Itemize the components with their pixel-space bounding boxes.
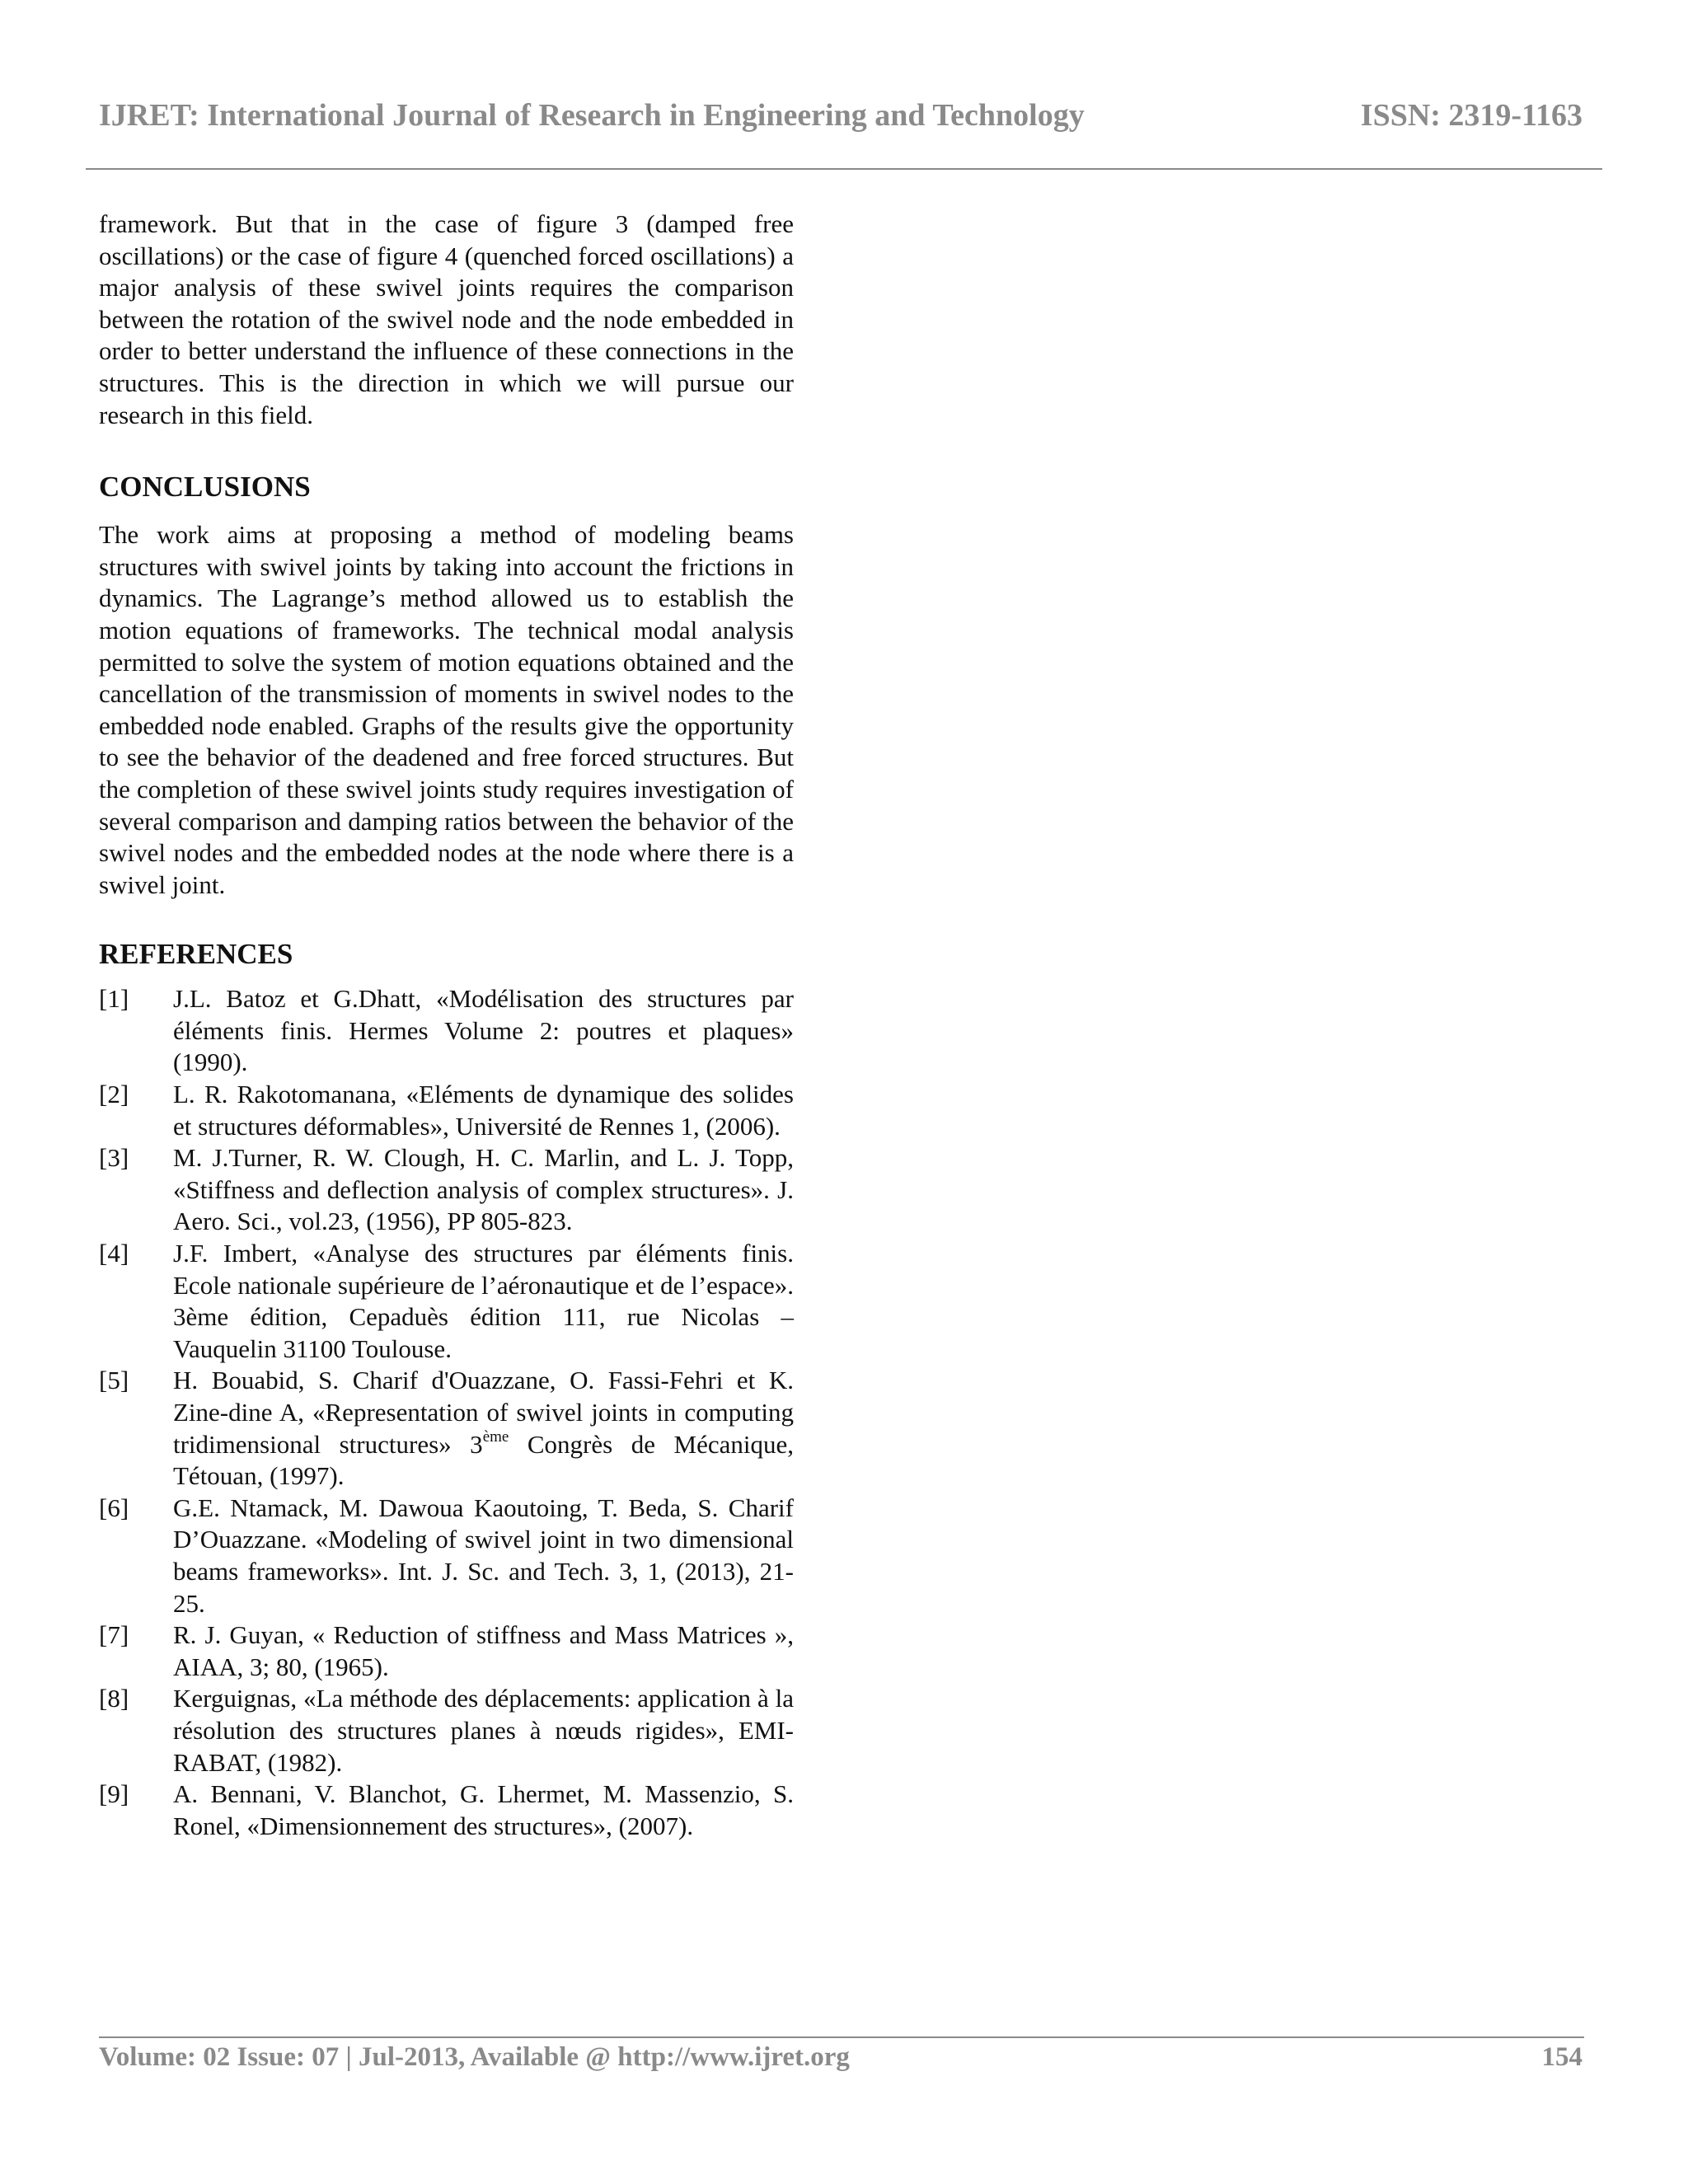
page-number: 154: [1541, 2042, 1582, 2072]
reference-number: [1]: [99, 984, 129, 1014]
reference-item: [99, 1683, 794, 1779]
intro-paragraph: framework. But that in the case of figure 3 (damped free oscillations) or the case of figure 4 (quenched forced oscillations) a major analysis of these swivel joints requires the comparison between the rotation of the swivel node and the node embedded in order to better understand the influence of these connections in the structures. This is the direction in which we will pursue our research in this field.: [99, 209, 794, 429]
reference-number: [6]: [99, 1493, 129, 1522]
reference-item: [99, 1079, 794, 1142]
reference-text: G.E. Ntamack, M. Dawoua Kaoutoing, T. Beda, S. Charif D’Ouazzane. «Modeling of swivel joint in two dimensional beams frameworks». Int. J. Sc. and Tech. 3, 1, (2013), 21-25.: [173, 1493, 794, 1618]
running-footer: [99, 2042, 1582, 2083]
reference-item: [99, 1365, 794, 1492]
reference-number: [8]: [99, 1684, 129, 1713]
reference-text-part: H. Bouabid, S. Charif d'Ouazzane, O. Fassi-Fehri et K. Zine-dine A, «Representation of swivel joints in computing tridimensional structures» 3: [173, 1366, 794, 1459]
reference-number: [9]: [99, 1779, 129, 1809]
left-column: [99, 209, 794, 1842]
reference-item: [99, 1142, 794, 1238]
reference-item: [99, 1619, 794, 1683]
reference-text: A. Bennani, V. Blanchot, G. Lhermet, M. Massenzio, S. Ronel, «Dimensionnement des structures», (2007).: [173, 1779, 794, 1840]
issn-label: ISSN: 2319-1163: [1360, 98, 1582, 133]
footer-divider: [99, 2036, 1584, 2038]
journal-title: IJRET: International Journal of Research in Engineering and Technology: [99, 98, 1085, 133]
reference-list: [99, 983, 794, 1842]
reference-text: J.F. Imbert, «Analyse des structures par éléments finis. Ecole nationale supérieure de l’aéronautique et de l’espace». 3ème édition, Cepaduès édition 111, rue Nicolas – Vauquelin 31100 Toulouse.: [173, 1239, 794, 1363]
reference-number: [4]: [99, 1239, 129, 1268]
reference-text: Kerguignas, «La méthode des déplacements: application à la résolution des structures planes à nœuds rigides», EMI-RABAT, (1982).: [173, 1684, 794, 1777]
reference-number: [2]: [99, 1080, 129, 1109]
reference-item: [99, 983, 794, 1079]
reference-item: [99, 1238, 794, 1365]
reference-number: [5]: [99, 1366, 129, 1395]
volume-info: Volume: 02 Issue: 07 | Jul-2013, Available @ http://www.ijret.org: [99, 2042, 850, 2072]
reference-text: R. J. Guyan, « Reduction of stiffness and Mass Matrices », AIAA, 3; 80, (1965).: [173, 1620, 794, 1681]
reference-number: [7]: [99, 1620, 129, 1650]
running-header: [99, 97, 1582, 147]
reference-text-part: Congrès de Mécanique, Tétouan, (1997).: [173, 1429, 795, 1491]
conclusions-heading: CONCLUSIONS: [99, 471, 311, 504]
references-heading: REFERENCES: [99, 938, 293, 971]
reference-text: J.L. Batoz et G.Dhatt, «Modélisation des structures par éléments finis. Hermes Volume 2: poutres et plaques» (1990).: [173, 984, 794, 1077]
reference-item: [99, 1779, 794, 1842]
reference-text: L. R. Rakotomanana, «Eléments de dynamique des solides et structures déformables», Université de Rennes 1, (2006).: [173, 1080, 794, 1141]
conclusions-paragraph: The work aims at proposing a method of modeling beams structures with swivel joints by taking into account the frictions in dynamics. The Lagrange’s method allowed us to establish the motion equations of frameworks. The technical modal analysis permitted to solve the system of motion equations obtained and the cancellation of the transmission of moments in swivel nodes to the embedded node enabled. Graphs of the results give the opportunity to see the behavior of the deadened and free forced structures. But the completion of these swivel joints study requires investigation of several comparison and damping ratios between the behavior of the swivel nodes and the embedded nodes at the node where there is a swivel joint.: [99, 520, 794, 899]
reference-text: [173, 1365, 794, 1492]
header-divider: [86, 168, 1602, 170]
reference-item: [99, 1493, 794, 1619]
reference-number: [3]: [99, 1143, 129, 1173]
superscript: ème: [482, 1427, 509, 1446]
reference-text: M. J.Turner, R. W. Clough, H. C. Marlin, and L. J. Topp, «Stiffness and deflection analysis of complex structures». J. Aero. Sci., vol.23, (1956), PP 805-823.: [173, 1143, 794, 1236]
